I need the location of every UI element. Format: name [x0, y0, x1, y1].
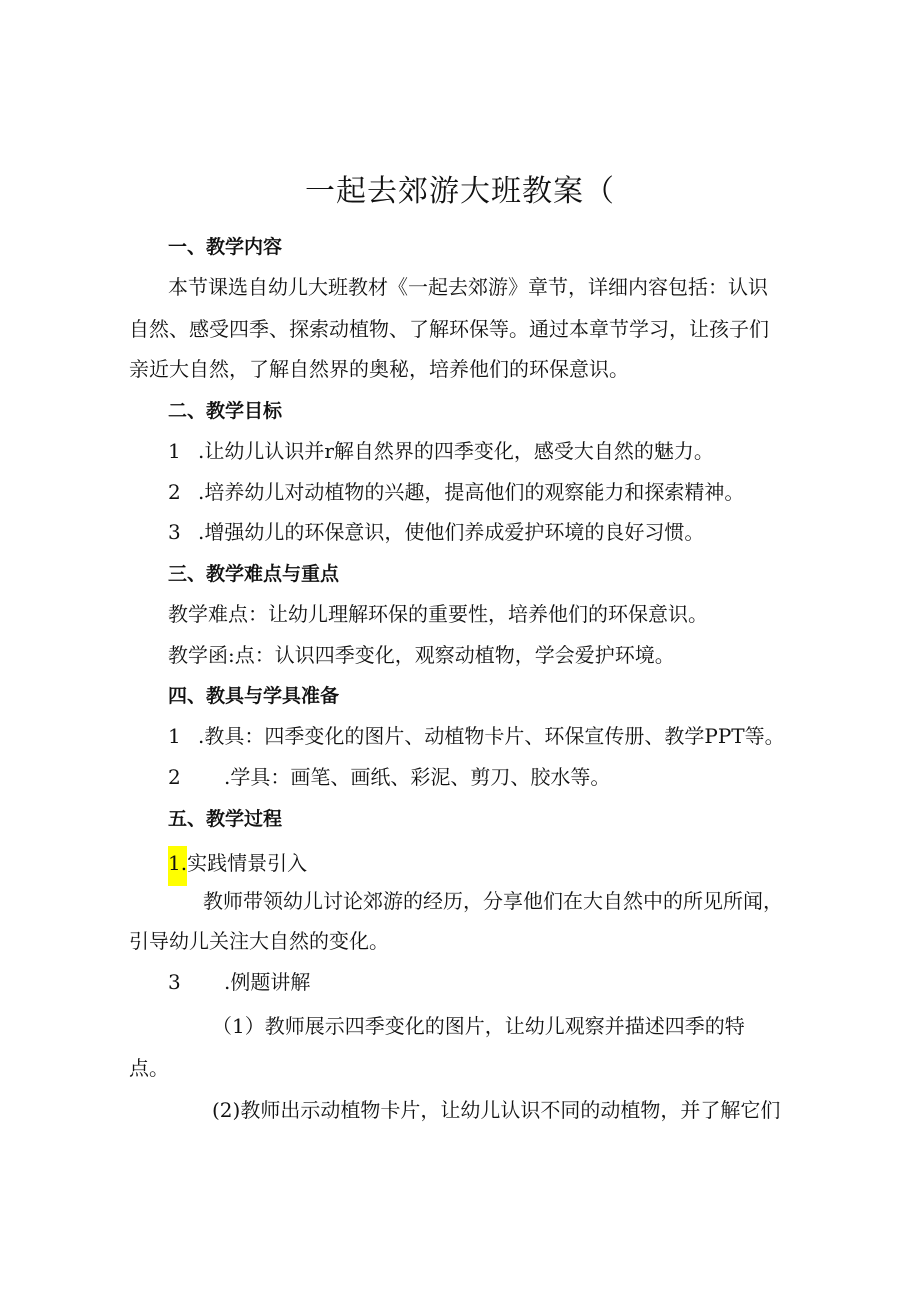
- highlight-mark: 1.: [168, 846, 187, 886]
- goal-text: .增强幼儿的环保意识，使他们养成爱护环境的良好习惯。: [198, 520, 705, 544]
- step-title: 实践情景引入: [187, 851, 308, 875]
- section-heading-materials: 四、教具与学具准备: [168, 685, 340, 707]
- goal-text: .培养幼儿对动植物的兴趣，提高他们的观察能力和探索精神。: [198, 480, 745, 504]
- sub-item-line: （1）教师展示四季变化的图片，让幼儿观察并描述四季的特: [212, 1014, 745, 1038]
- goal-number: 1: [168, 439, 181, 463]
- goal-text: .让幼儿认识并r解自然界的四季变化，感受大自然的魅力。: [198, 439, 714, 463]
- material-item: [168, 764, 610, 790]
- material-text: .教具：四季变化的图片、动植物卡片、环保宣传册、教学PPT等。: [198, 724, 785, 748]
- document-title: 一起去郊游大班教案（: [305, 174, 615, 209]
- process-step-1: [168, 846, 307, 886]
- content-paragraph-line: 本节课选自幼儿大班教材《一起去郊游》章节，详细内容包括：认识: [168, 275, 768, 299]
- difficulty-line: 教学函:点：认识四季变化，观察动植物，学会爱护环境。: [168, 643, 675, 667]
- content-paragraph-line: 亲近大自然，了解自然界的奥秘，培养他们的环保意识。: [129, 357, 629, 381]
- step-number: 3: [168, 970, 181, 994]
- section-heading-process: 五、教学过程: [168, 808, 283, 830]
- material-text: .学具：画笔、画纸、彩泥、剪刀、胶水等。: [224, 765, 611, 789]
- process-paragraph-line: 教师带领幼儿讨论郊游的经历，分享他们在大自然中的所见所闻，: [203, 889, 783, 913]
- material-number: 1: [168, 724, 181, 748]
- sub-item-line: (2)教师出示动植物卡片，让幼儿认识不同的动植物，并了解它们: [212, 1098, 781, 1122]
- sub-item-line: 点。: [129, 1056, 169, 1080]
- goal-number: 2: [168, 480, 181, 504]
- goal-item: [168, 519, 704, 545]
- material-number: 2: [168, 765, 181, 789]
- goal-item: [168, 479, 744, 505]
- section-heading-difficulty: 三、教学难点与重点: [168, 563, 340, 585]
- section-heading-goals: 二、教学目标: [168, 400, 283, 422]
- process-step-3: [168, 969, 310, 995]
- material-item: [168, 723, 785, 749]
- goal-number: 3: [168, 520, 181, 544]
- content-paragraph-line: 自然、感受四季、探索动植物、了解环保等。通过本章节学习，让孩子们: [129, 317, 769, 341]
- process-paragraph-line: 引导幼儿关注大自然的变化。: [129, 929, 389, 953]
- step-title: .例题讲解: [224, 970, 311, 994]
- difficulty-line: 教学难点：让幼儿理解环保的重要性，培养他们的环保意识。: [168, 602, 708, 626]
- goal-item: [168, 438, 714, 464]
- section-heading-content: 一、教学内容: [168, 236, 283, 258]
